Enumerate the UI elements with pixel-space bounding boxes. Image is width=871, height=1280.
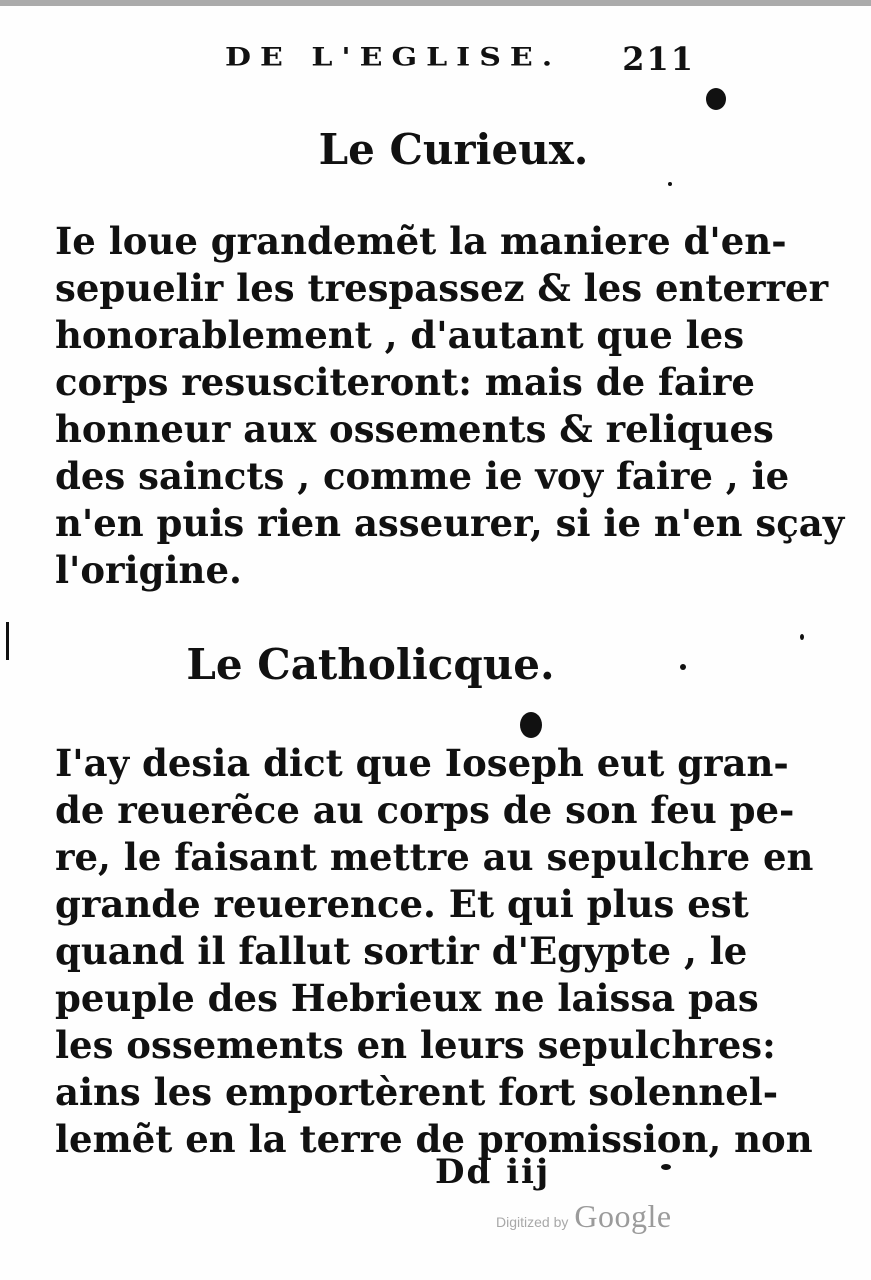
text-line: ains les emportèrent fort solennel- bbox=[55, 1070, 779, 1114]
section-heading-catholicque: Le Catholicque. bbox=[186, 640, 555, 689]
text-line: re, le faisant mettre au sepulchre en bbox=[55, 835, 814, 879]
ink-spot bbox=[680, 664, 686, 670]
paragraph-catholicque bbox=[55, 740, 814, 1163]
text-line: grande reuerence. Et qui plus est bbox=[55, 882, 749, 926]
text-line: n'en puis rien asseurer, si ie n'en sçay bbox=[55, 501, 845, 545]
ink-spot bbox=[520, 712, 542, 738]
text-line: I'ay desia dict que Ioseph eut gran- bbox=[55, 741, 789, 785]
text-line: de reuerẽce au corps de son feu pe- bbox=[55, 788, 795, 832]
text-line: peuple des Hebrieux ne laissa pas bbox=[55, 976, 759, 1020]
running-head bbox=[225, 40, 695, 90]
ink-spot bbox=[800, 634, 804, 640]
text-line: Ie loue grandemẽt la maniere d'en- bbox=[55, 219, 787, 263]
text-line: des saincts , comme ie voy faire , ie bbox=[55, 454, 790, 498]
ink-spot bbox=[668, 182, 672, 186]
running-title: DE L'EGLISE. bbox=[225, 42, 562, 73]
text-line: quand il fallut sortir d'Egypte , le bbox=[55, 929, 748, 973]
page-number: 211 bbox=[622, 40, 695, 78]
paragraph-curieux bbox=[55, 218, 845, 594]
text-line: les ossements en leurs sepulchres: bbox=[55, 1023, 776, 1067]
signature-mark: Dd iij bbox=[435, 1152, 551, 1192]
text-line: lemẽt en la terre de promission, non bbox=[55, 1117, 813, 1161]
google-watermark bbox=[496, 1198, 672, 1238]
text-line: honneur aux ossements & reliques bbox=[55, 407, 774, 451]
watermark-prefix: Digitized by bbox=[496, 1214, 569, 1230]
section-heading-curieux: Le Curieux. bbox=[318, 125, 589, 174]
watermark-brand: Google bbox=[574, 1198, 672, 1234]
text-line: corps resusciteront: mais de faire bbox=[55, 360, 755, 404]
text-line: sepuelir les trespassez & les enterrer bbox=[55, 266, 829, 310]
ink-spot bbox=[661, 1164, 671, 1170]
margin-mark bbox=[6, 622, 9, 660]
text-line: l'origine. bbox=[55, 548, 242, 592]
top-edge-shadow bbox=[0, 0, 871, 6]
text-line: honorablement , d'autant que les bbox=[55, 313, 745, 357]
ink-spot bbox=[706, 88, 726, 110]
